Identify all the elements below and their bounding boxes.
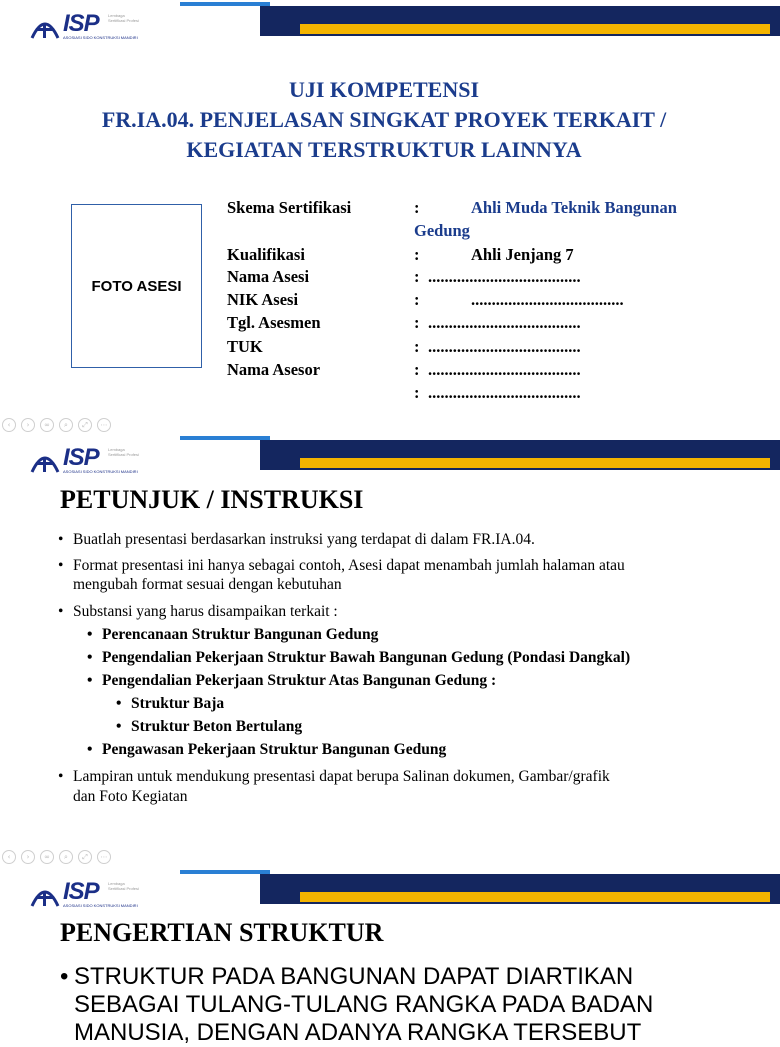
logo-side-text: Lembaga Sertifikasi Profesi — [108, 447, 139, 457]
field-colon: : — [414, 267, 420, 286]
sub-bullet-item: • Pengendalian Pekerjaan Struktur Bawah Bangunan Gedung (Pondasi Dangkal) — [87, 649, 631, 666]
field-label: Nama Asesor — [227, 360, 321, 379]
field-label: Tgl. Asesmen — [227, 313, 321, 332]
field-colon: : — [414, 245, 420, 264]
logo-side-text: Lembaga Sertifikasi Profesi — [108, 13, 139, 23]
photo-label: FOTO ASESI — [91, 277, 182, 295]
arch-icon — [30, 882, 60, 908]
arch-icon — [30, 14, 60, 40]
header-band-yellow — [300, 458, 770, 468]
bullet-text: dan Foto Kegiatan — [73, 788, 188, 805]
bullet-text: Format presentasi ini hanya sebagai contoh, Asesi dapat menambah jumlah halaman atau — [73, 557, 625, 574]
logo-subtitle: ASOSIASI SIDO KONSTRUKSI MANDIRI — [63, 903, 138, 908]
title-line-3: KEGIATAN TERSTRUKTUR LAINNYA — [186, 137, 582, 162]
sub-bullet-item: • Pengendalian Pekerjaan Struktur Atas Bangunan Gedung : — [87, 672, 497, 689]
field-label: Nama Asesi — [227, 267, 310, 286]
link-icon[interactable]: ∞ — [40, 850, 54, 864]
field-value: ..................................... — [428, 383, 581, 402]
bullet-text: Pengendalian Pekerjaan Struktur Bawah Bangunan Gedung (Pondasi Dangkal) — [102, 649, 631, 666]
field-label: NIK Asesi — [227, 290, 299, 309]
field-label: TUK — [227, 337, 263, 356]
logo-text: ISP — [63, 878, 99, 905]
bullet-text: Lampiran untuk mendukung presentasi dapat berupa Salinan dokumen, Gambar/grafik — [73, 768, 610, 785]
slide-1 — [0, 0, 768, 432]
zoom-icon[interactable]: ⌕ — [59, 850, 73, 864]
field-value: ..................................... — [471, 290, 624, 309]
logo-subtitle: ASOSIASI SIDO KONSTRUKSI MANDIRI — [63, 35, 138, 40]
bullet-continuation — [73, 787, 188, 807]
field-value: ..................................... — [428, 313, 581, 332]
sub-bullet-item: • Perencanaan Struktur Bangunan Gedung — [87, 626, 379, 643]
field-value: Ahli Muda Teknik Bangunan — [471, 198, 677, 217]
field-colon: : — [414, 383, 420, 402]
slide-title — [0, 75, 768, 165]
bullet-item: • Lampiran untuk mendukung presentasi dapat berupa Salinan dokumen, Gambar/grafik — [58, 768, 610, 785]
slide-heading: PETUNJUK / INSTRUKSI — [60, 485, 364, 514]
title-line-2: FR.IA.04. PENJELASAN SINGKAT PROYEK TERKAIT / — [101, 107, 667, 132]
photo-placeholder — [71, 204, 202, 368]
field-value: ..................................... — [428, 267, 581, 286]
field-value-cont: Gedung — [414, 221, 470, 240]
bullet-text: Substansi yang harus disampaikan terkait : — [73, 603, 338, 620]
field-colon: : — [414, 198, 420, 217]
slide-nav-controls — [2, 418, 111, 432]
next-icon[interactable]: › — [21, 418, 35, 432]
isp-logo — [30, 446, 180, 476]
arch-icon — [30, 448, 60, 474]
logo-subtitle: ASOSIASI SIDO KONSTRUKSI MANDIRI — [63, 469, 138, 474]
bullet-continuation — [73, 575, 342, 595]
bullet-item: • Format presentasi ini hanya sebagai contoh, Asesi dapat menambah jumlah halaman atau — [58, 557, 625, 574]
slide-heading: PENGERTIAN STRUKTUR — [60, 918, 384, 947]
header-band-yellow — [300, 24, 770, 34]
field-colon: : — [414, 290, 420, 309]
isp-logo — [30, 12, 180, 42]
zoom-icon[interactable]: ⌕ — [59, 418, 73, 432]
slide-nav-controls — [2, 850, 111, 864]
fullscreen-icon[interactable]: ⤢ — [78, 418, 92, 432]
bullet-text: Pengawasan Pekerjaan Struktur Bangunan Gedung — [102, 741, 447, 758]
more-icon[interactable]: ⋯ — [97, 850, 111, 864]
bullet-text: Buatlah presentasi berdasarkan instruksi yang terdapat di dalam FR.IA.04. — [73, 531, 535, 548]
body-line-1: STRUKTUR PADA BANGUNAN DAPAT DIARTIKAN — [74, 963, 634, 990]
header-band-blue — [180, 2, 270, 6]
field-colon: : — [414, 313, 420, 332]
slide-3 — [0, 868, 768, 1046]
body-line-3: MANUSIA, DENGAN ADANYA RANGKA TERSEBUT — [74, 1019, 642, 1046]
field-colon: : — [414, 337, 420, 356]
isp-logo — [30, 880, 180, 910]
prev-icon[interactable]: ‹ — [2, 850, 16, 864]
field-label: Kualifikasi — [227, 245, 305, 264]
bullet-text: Struktur Beton Bertulang — [131, 718, 303, 735]
logo-text: ISP — [63, 444, 99, 471]
bullet-item: • Buatlah presentasi berdasarkan instruksi yang terdapat di dalam FR.IA.04. — [58, 531, 535, 548]
title-line-1: UJI KOMPETENSI — [288, 77, 480, 102]
sub-sub-bullet-item: • Struktur Baja — [116, 695, 225, 712]
field-value: ..................................... — [428, 337, 581, 356]
bullet-text: mengubah format sesuai dengan kebutuhan — [73, 576, 342, 593]
header-band-yellow — [300, 892, 770, 902]
bullet-item: • Substansi yang harus disampaikan terkait : — [58, 603, 338, 620]
sub-bullet-item: • Pengawasan Pekerjaan Struktur Bangunan Gedung — [87, 741, 447, 758]
link-icon[interactable]: ∞ — [40, 418, 54, 432]
field-label: Skema Sertifikasi — [227, 198, 352, 217]
more-icon[interactable]: ⋯ — [97, 418, 111, 432]
prev-icon[interactable]: ‹ — [2, 418, 16, 432]
body-line-2: SEBAGAI TULANG-TULANG RANGKA PADA BADAN — [74, 991, 654, 1018]
field-value: ..................................... — [428, 360, 581, 379]
body-text — [60, 963, 740, 1047]
slide-2 — [0, 434, 768, 866]
header-band-blue — [180, 870, 270, 874]
bullet-text: Perencanaan Struktur Bangunan Gedung — [102, 626, 379, 643]
bullet-text: Struktur Baja — [131, 695, 225, 712]
bullet-dot: • — [60, 963, 69, 990]
field-value: Ahli Jenjang 7 — [471, 245, 574, 264]
header-band-blue — [180, 436, 270, 440]
logo-text: ISP — [63, 10, 99, 37]
next-icon[interactable]: › — [21, 850, 35, 864]
bullet-text: Pengendalian Pekerjaan Struktur Atas Bangunan Gedung : — [102, 672, 497, 689]
sub-sub-bullet-item: • Struktur Beton Bertulang — [116, 718, 303, 735]
field-colon: : — [414, 360, 420, 379]
fullscreen-icon[interactable]: ⤢ — [78, 850, 92, 864]
logo-side-text: Lembaga Sertifikasi Profesi — [108, 881, 139, 891]
